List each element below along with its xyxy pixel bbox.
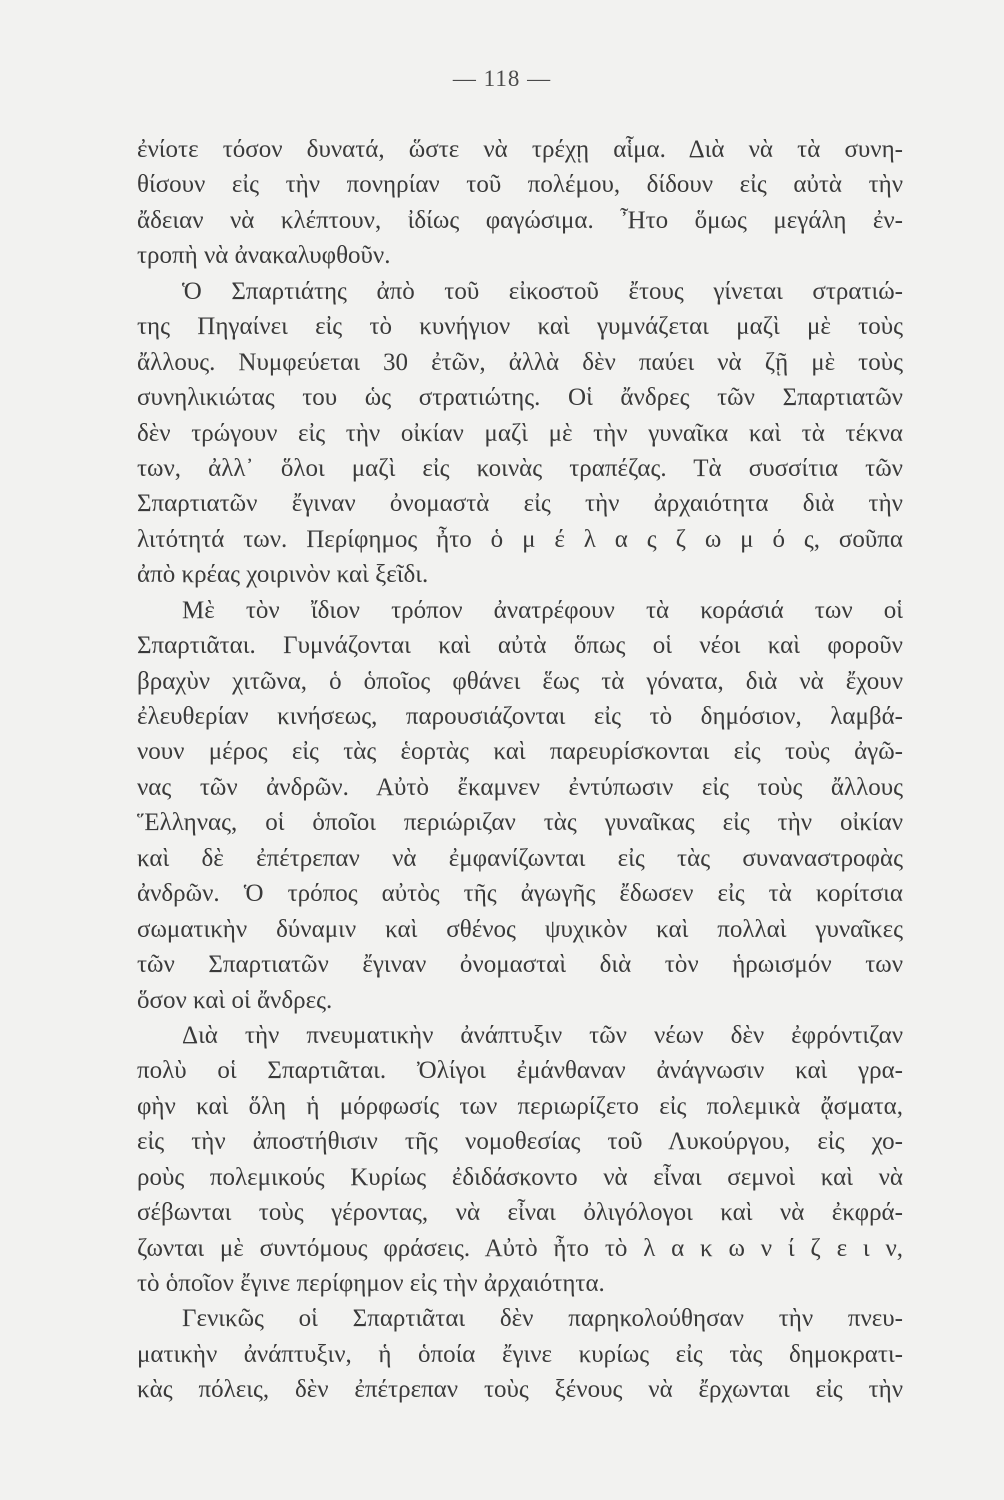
text-line: ροὺς πολεμικούς Κυρίως ἐδιδάσκοντο νὰ εἶναι σεμνοὶ καὶ νὰ — [137, 1163, 903, 1191]
text-line: καὶ δὲ ἐπέτρεπαν νὰ ἐμφανίζωνται εἰς τὰς συναναστροφὰς — [137, 844, 903, 872]
text-line: ἄλλους. Νυμφεύεται 30 ἐτῶν, ἀλλὰ δὲν παύει νὰ ζῇ μὲ τοὺς — [137, 348, 903, 376]
text-line: νουν μέρος εἰς τὰς ἑορτὰς καὶ παρευρίσκονται εἰς τοὺς ἀγῶ- — [137, 738, 903, 766]
text-line: ἀπὸ κρέας χοιρινὸν καὶ ξεῖδι. — [137, 561, 429, 589]
text-line: ζωνται μὲ συντόμους φράσεις. Αὐτὸ ἦτο τὸ λ α κ ω ν ί ζ ε ι ν, — [137, 1234, 903, 1262]
text-line: ἄδειαν νὰ κλέπτουν, ἰδίως φαγώσιμα. Ἦτο ὅμως μεγάλη ἐν- — [137, 206, 903, 234]
text-line: κὰς πόλεις, δὲν ἐπέτρεπαν τοὺς ξένους νὰ ἔρχωνται εἰς τὴν — [137, 1376, 903, 1404]
text-line: πολὺ οἱ Σπαρτιᾶται. Ὀλίγοι ἐμάνθαναν ἀνάγνωσιν καὶ γρα- — [137, 1057, 903, 1085]
text-line: ἐλευθερίαν κινήσεως, παρουσιάζονται εἰς τὸ δημόσιον, λαμβά- — [137, 703, 903, 730]
text-line: ματικὴν ἀνάπτυξιν, ἡ ὁποία ἔγινε κυρίως εἰς τὰς δημοκρατι- — [137, 1340, 903, 1368]
paragraph-start-line: Μὲ τὸν ἴδιον τρόπον ἀνατρέφουν τὰ κοράσιά των οἱ — [182, 596, 903, 624]
text-line: συνηλικιώτας του ὡς στρατιώτης. Οἱ ἄνδρες τῶν Σπαρτιατῶν — [137, 384, 903, 412]
text-line: δὲν τρώγουν εἰς τὴν οἰκίαν μαζὶ μὲ τὴν γυναῖκα καὶ τὰ τέκνα — [137, 419, 903, 447]
paragraph-start-line: Διὰ τὴν πνευματικὴν ἀνάπτυξιν τῶν νέων δὲν ἐφρόντιζαν — [182, 1021, 903, 1049]
paragraph-start-line: Ὁ Σπαρτιάτης ἀπὸ τοῦ εἰκοστοῦ ἔτους γίνεται στρατιώ- — [182, 277, 903, 305]
text-line: των, ἀλλ᾽ ὅλοι μαζὶ εἰς κοινὰς τραπέζας. Τὰ συσσίτια τῶν — [137, 454, 903, 482]
text-line: βραχὺν χιτῶνα, ὁ ὁποῖος φθάνει ἕως τὰ γόνατα, διὰ νὰ ἔχουν — [137, 667, 903, 695]
text-line: ἐνίοτε τόσον δυνατά, ὥστε νὰ τρέχῃ αἷμα. Διὰ νὰ τὰ συνη- — [137, 136, 903, 163]
text-line: Σπαρτιᾶται. Γυμνάζονται καὶ αὐτὰ ὅπως οἱ νέοι καὶ φοροῦν — [137, 632, 903, 660]
body-text — [137, 132, 903, 1408]
text-line: σωματικὴν δύναμιν καὶ σθένος ψυχικὸν καὶ πολλαὶ γυναῖκες — [137, 915, 903, 943]
text-line: τὸ ὁποῖον ἔγινε περίφημον εἰς τὴν ἀρχαιότητα. — [137, 1270, 605, 1297]
text-line: Σπαρτιατῶν ἔγιναν ὀνομαστὰ εἰς τὴν ἀρχαιότητα διὰ τὴν — [137, 490, 903, 518]
text-line: της Πηγαίνει εἰς τὸ κυνήγιον καὶ γυμνάζεται μαζὶ μὲ τοὺς — [137, 313, 903, 341]
text-line: τροπὴ νὰ ἀνακαλυφθοῦν. — [137, 242, 391, 270]
text-line: φὴν καὶ ὅλη ἡ μόρφωσίς των περιωρίζετο εἰς πολεμικὰ ᾄσματα, — [137, 1092, 903, 1120]
text-line: λιτότητά των. Περίφημος ἦτο ὁ μ έ λ α ς ζ ω μ ό ς, σοῦπα — [137, 525, 903, 553]
text-line: εἰς τὴν ἀποστήθισιν τῆς νομοθεσίας τοῦ Λυκούργου, εἰς χο- — [137, 1128, 903, 1156]
page-number: — 118 — — [452, 66, 552, 91]
text-line: Ἕλληνας, οἱ ὁποῖοι περιώριζαν τὰς γυναῖκας εἰς τὴν οἰκίαν — [137, 809, 903, 837]
text-line: ἀνδρῶν. Ὁ τρόπος αὐτὸς τῆς ἀγωγῆς ἔδωσεν εἰς τὰ κορίτσια — [137, 880, 903, 908]
text-line: σέβωνται τοὺς γέροντας, νὰ εἶναι ὀλιγόλογοι καὶ νὰ ἐκφρά- — [137, 1199, 903, 1227]
text-line: ὅσον καὶ οἱ ἄνδρες. — [137, 986, 333, 1014]
paragraph-start-line: Γενικῶς οἱ Σπαρτιᾶται δὲν παρηκολούθησαν τὴν πνευ- — [182, 1305, 903, 1333]
text-line: τῶν Σπαρτιατῶν ἔγιναν ὀνομασταὶ διὰ τὸν ἡρωισμόν των — [137, 951, 903, 979]
text-line: θίσουν εἰς τὴν πονηρίαν τοῦ πολέμου, δίδουν εἰς αὐτὰ τὴν — [137, 171, 903, 199]
text-line: νας τῶν ἀνδρῶν. Αὐτὸ ἔκαμνεν ἐντύπωσιν εἰς τοὺς ἄλλους — [137, 773, 903, 801]
